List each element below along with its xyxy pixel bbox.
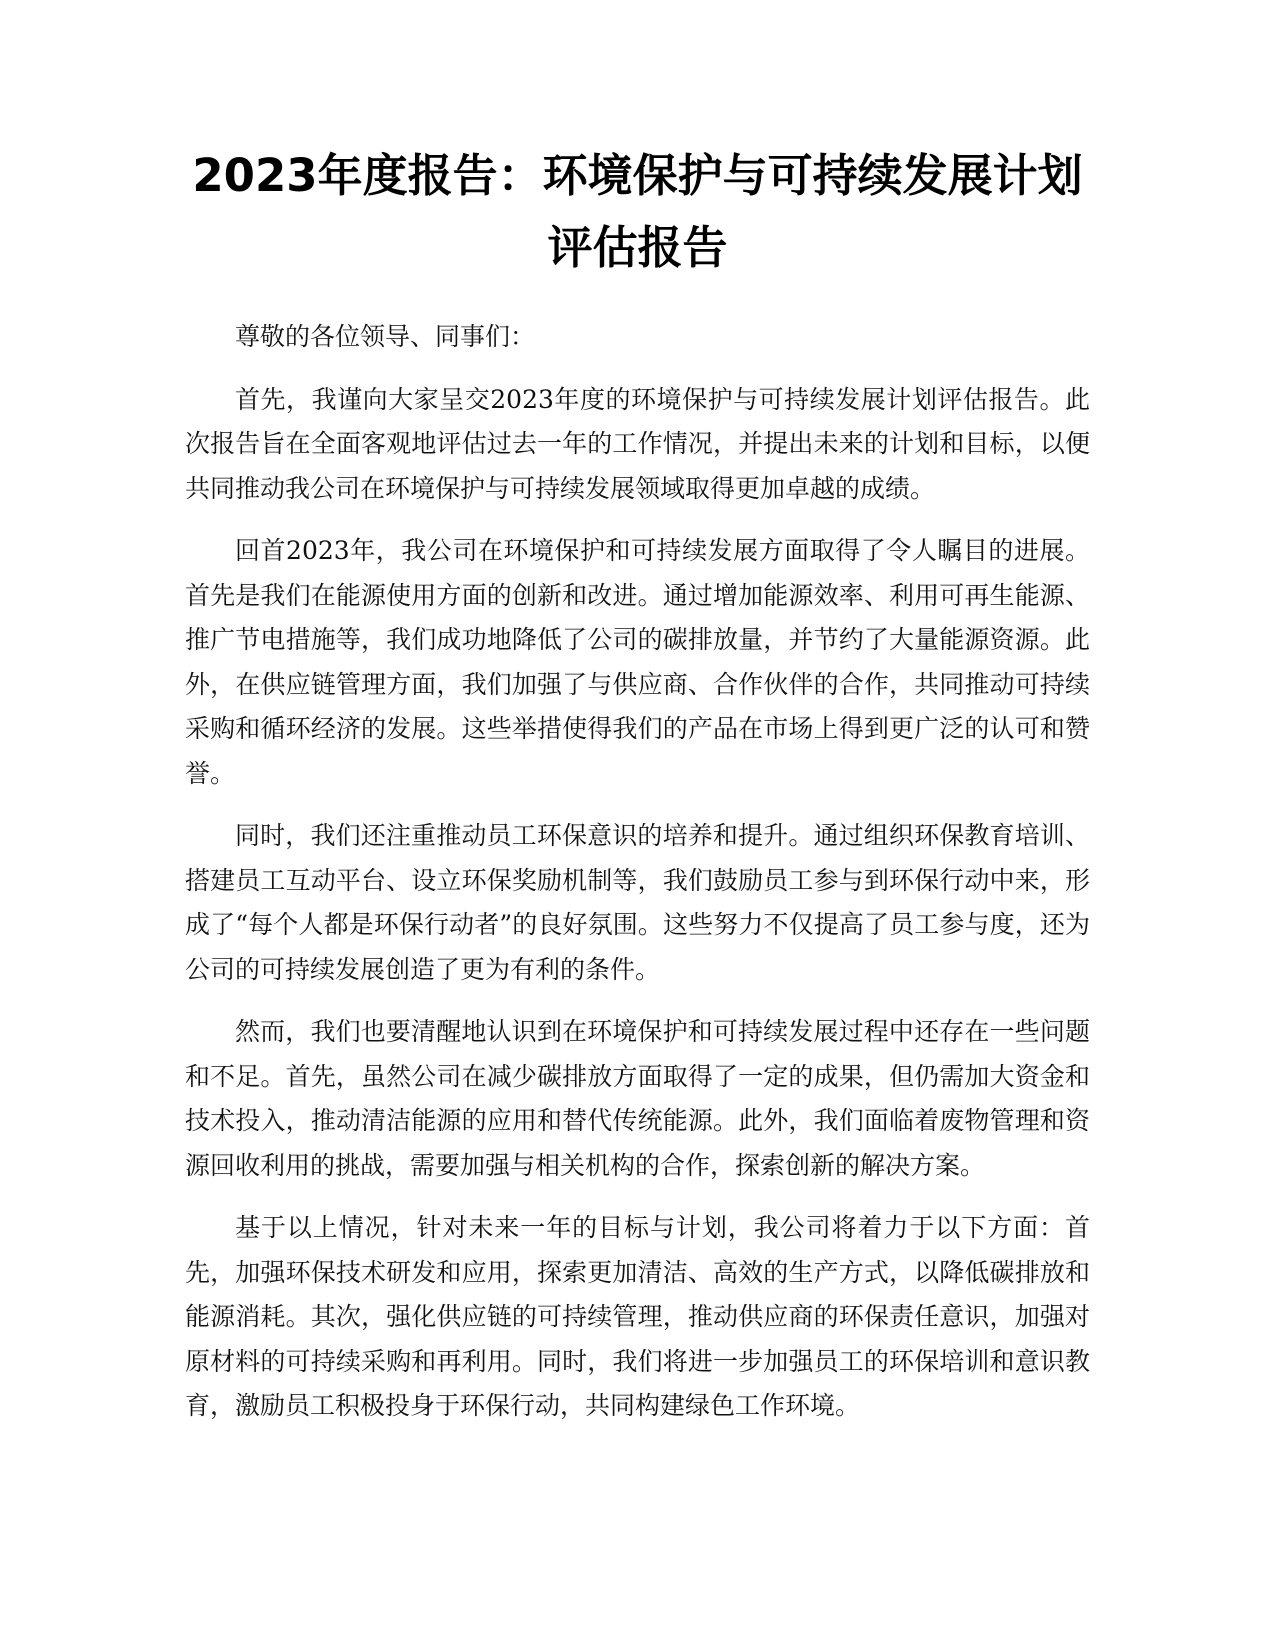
paragraph-review: 回首2023年，我公司在环境保护和可持续发展方面取得了令人瞩目的进展。首先是我们在能源使用方面的创新和改进。通过增加能源效率、利用可再生能源、推广节电措施等，我们成功地降低了公司的碳排放量，并节约了大量能源资源。此外，在供应链管理方面，我们加强了与供应商、合作伙伴的合作，共同推动可持续采购和循环经济的发展。这些举措使得我们的产品在市场上得到更广泛的认可和赞誉。 [185, 536, 1090, 788]
paragraph-salutation: 尊敬的各位领导、同事们： [235, 322, 536, 351]
document-body [185, 315, 1090, 1447]
paragraph-problems: 然而，我们也要清醒地认识到在环境保护和可持续发展过程中还存在一些问题和不足。首先，虽然公司在减少碳排放方面取得了一定的成果，但仍需加大资金和技术投入，推动清洁能源的应用和替代传统能源。此外，我们面临着废物管理和资源回收利用的挑战，需要加强与相关机构的合作，探索创新的解决方案。 [185, 1017, 1090, 1180]
paragraph-plans: 基于以上情况，针对未来一年的目标与计划，我公司将着力于以下方面：首先，加强环保技术研发和应用，探索更加清洁、高效的生产方式，以降低碳排放和能源消耗。其次，强化供应链的可持续管理，推动供应商的环保责任意识，加强对原材料的可持续采购和再利用。同时，我们将进一步加强员工的环保培训和意识教育，激励员工积极投身于环保行动，共同构建绿色工作环境。 [185, 1213, 1090, 1420]
paragraph-introduction: 首先，我谨向大家呈交2023年度的环境保护与可持续发展计划评估报告。此次报告旨在全面客观地评估过去一年的工作情况，并提出未来的计划和目标，以便共同推动我公司在环境保护与可持续发展领域取得更加卓越的成绩。 [185, 384, 1090, 503]
document-title: 2023年度报告：环境保护与可持续发展计划评估报告 [192, 149, 1083, 274]
paragraph-employee-awareness: 同时，我们还注重推动员工环保意识的培养和提升。通过组织环保教育培训、搭建员工互动平台、设立环保奖励机制等，我们鼓励员工参与到环保行动中来，形成了“每个人都是环保行动者”的良好氛围。这些努力不仅提高了员工参与度，还为公司的可持续发展创造了更为有利的条件。 [185, 821, 1090, 984]
